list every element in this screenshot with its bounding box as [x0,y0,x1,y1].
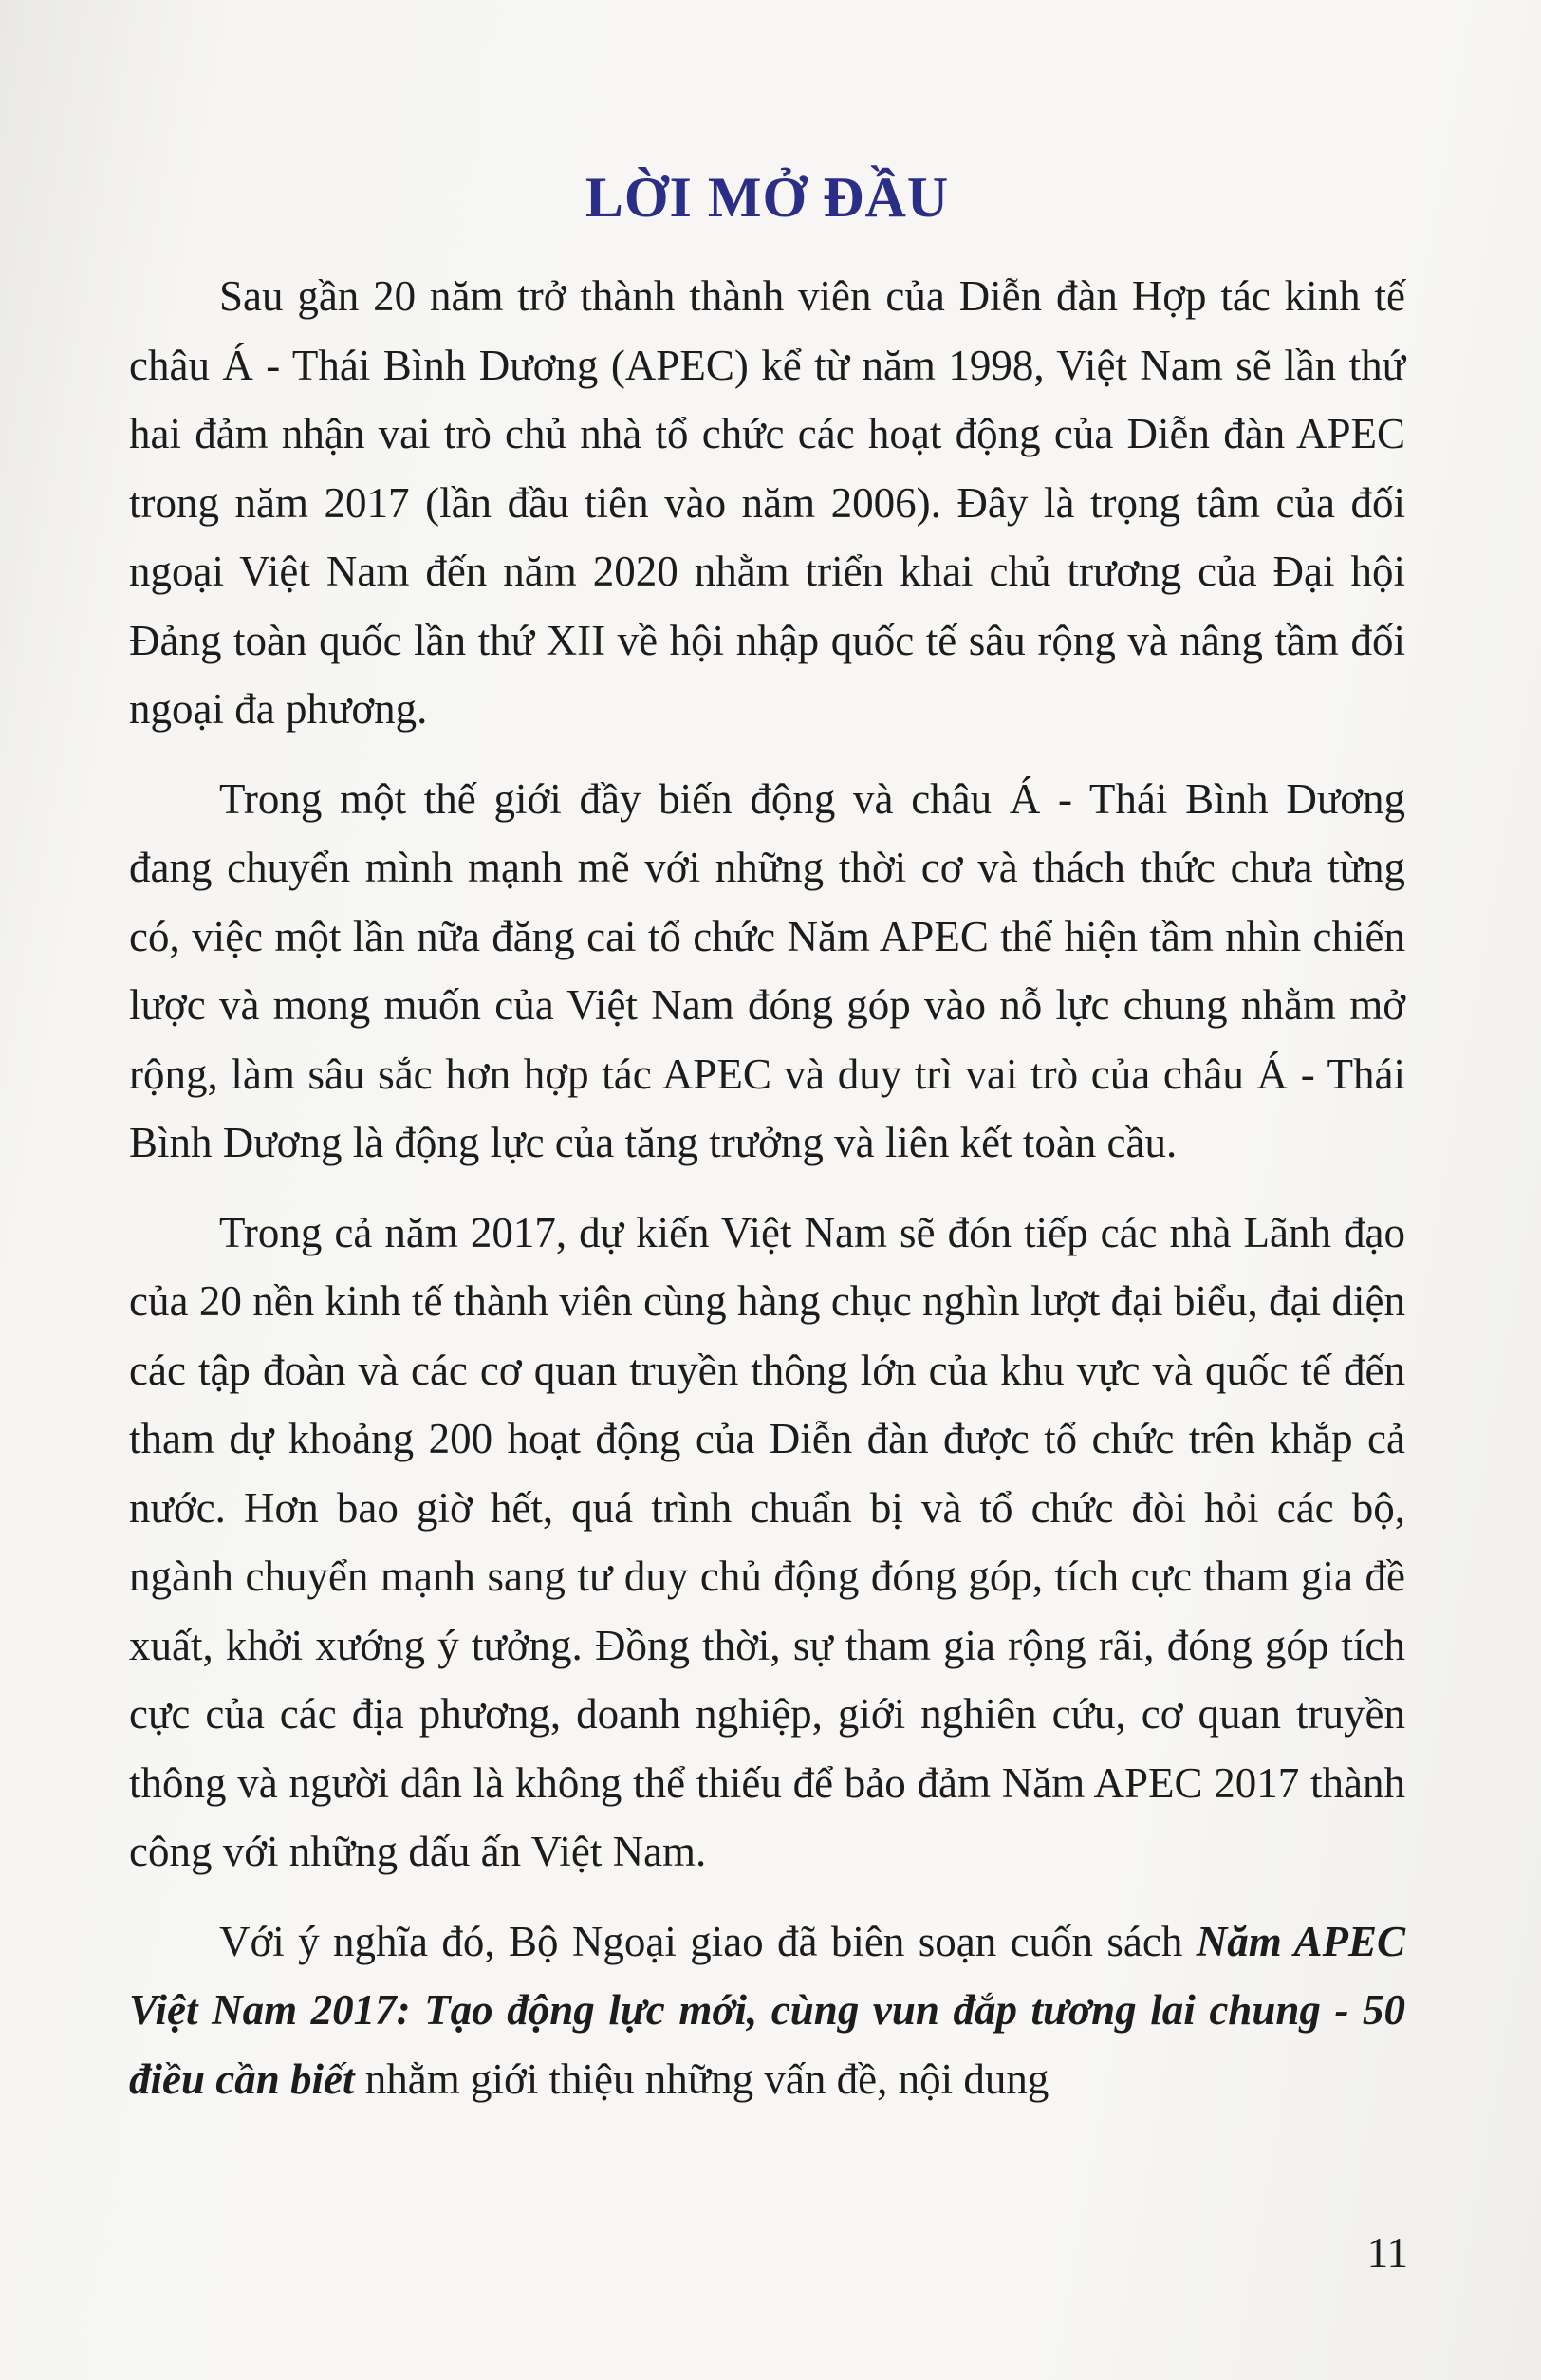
paragraph-2: Trong một thế giới đầy biến động và châu Á - Thái Bình Dương đang chuyển mình mạnh mẽ với những thời cơ và thách thức chưa từng có, việc một lần nữa đăng cai tổ chức Năm APEC thể hiện tầm nhìn chiến lược và mong muốn của Việt Nam đóng góp vào nỗ lực chung nhằm mở rộng, làm sâu sắc hơn hợp tác APEC và duy trì vai trò của châu Á - Thái Bình Dương là động lực của tăng trưởng và liên kết toàn cầu. [129,774,1405,1166]
paragraph-4-tail: nhằm giới thiệu những vấn đề, nội dung [354,2055,1049,2103]
book-title: Năm APEC Việt Nam 2017: Tạo động lực mới, cùng vun đắp tương lai chung - 50 điều cần biết [129,1917,1405,2103]
paragraph-1: Sau gần 20 năm trở thành thành viên của Diễn đàn Hợp tác kinh tế châu Á - Thái Bình Dương (APEC) kể từ năm 1998, Việt Nam sẽ lần thứ hai đảm nhận vai trò chủ nhà tổ chức các hoạt động của Diễn đàn APEC trong năm 2017 (lần đầu tiên vào năm 2006). Đây là trọng tâm của đối ngoại Việt Nam đến năm 2020 nhằm triển khai chủ trương của Đại hội Đảng toàn quốc lần thứ XII về hội nhập quốc tế sâu rộng và nâng tầm đối ngoại đa phương. [129,272,1405,733]
paragraph-4 [129,1907,1405,2114]
page-number: 11 [1366,2229,1408,2277]
page-content [129,159,1405,2113]
paragraph-3: Trong cả năm 2017, dự kiến Việt Nam sẽ đón tiếp các nhà Lãnh đạo của 20 nền kinh tế thành viên cùng hàng chục nghìn lượt đại biểu, đại diện các tập đoàn và các cơ quan truyền thông lớn của khu vực và quốc tế đến tham dự khoảng 200 hoạt động của Diễn đàn được tổ chức trên khắp cả nước. Hơn bao giờ hết, quá trình chuẩn bị và tổ chức đòi hỏi các bộ, ngành chuyển mạnh sang tư duy chủ động đóng góp, tích cực tham gia đề xuất, khởi xướng ý tưởng. Đồng thời, sự tham gia rộng rãi, đóng góp tích cực của các địa phương, doanh nghiệp, giới nghiên cứu, cơ quan truyền thông và người dân là không thể thiếu để bảo đảm Năm APEC 2017 thành công với những dấu ấn Việt Nam. [129,1208,1405,1875]
paragraph-4-lead: Với ý nghĩa đó, Bộ Ngoại giao đã biên soạn cuốn sách [219,1917,1197,1965]
page-title: LỜI MỞ ĐẦU [585,166,950,229]
